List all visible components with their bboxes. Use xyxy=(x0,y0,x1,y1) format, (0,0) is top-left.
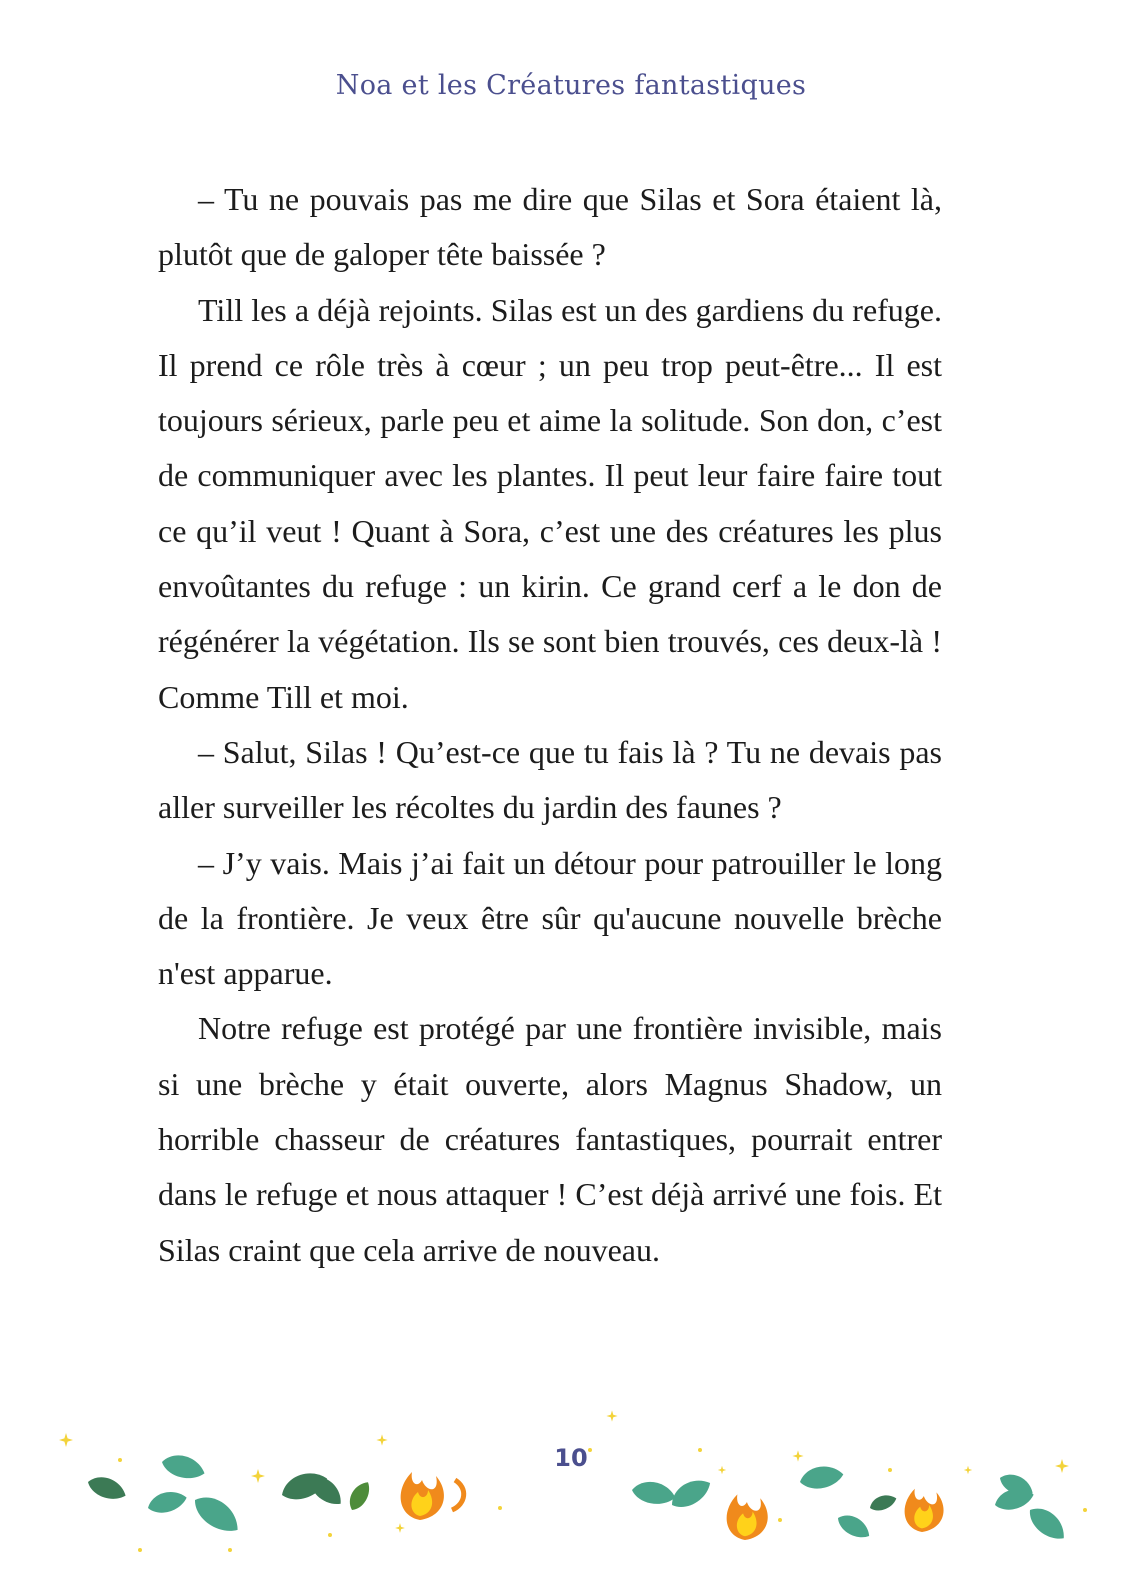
sparkle-dot xyxy=(778,1518,782,1522)
footer-decoration xyxy=(0,1400,1142,1575)
leaf-icon xyxy=(867,1492,898,1514)
sparkle-dot xyxy=(1083,1508,1087,1512)
leaf-icon xyxy=(345,1478,375,1514)
swirl-icon xyxy=(452,1480,464,1510)
leaf-icon xyxy=(159,1451,207,1483)
flame-icon xyxy=(727,1494,768,1540)
flame-icon xyxy=(401,1472,444,1520)
leaf-icon xyxy=(630,1479,677,1508)
leaf-icon xyxy=(85,1472,129,1504)
leaf-icon xyxy=(188,1489,245,1540)
sparkle-dot xyxy=(228,1548,232,1552)
sparkle-icon xyxy=(1055,1459,1069,1473)
sparkle-dot xyxy=(118,1458,122,1462)
leaf-icon xyxy=(798,1463,845,1492)
sparkle-icon xyxy=(376,1434,387,1445)
sparkle-dot xyxy=(328,1533,332,1537)
paragraph-1: – Tu ne pouvais pas me dire que Silas et Sora étaient là, plutôt que de galoper tête baissée ? xyxy=(158,181,942,273)
paragraph-2: Till les a déjà rejoints. Silas est un des gardiens du refuge. Il prend ce rôle très à cœur ; un peu trop peut-être... Il est toujours sérieux, parle peu et aime la solitude. Son don, c’est de communiquer avec les plantes. Il peut leur faire faire tout ce qu’il veut ! Quant à Sora, c’est une des créatures les plus envoûtantes du refuge : un kirin. Ce grand cerf a le don de régénérer la végétation. Ils se sont bien trouvés, ces deux-là ! Comme Till et moi. xyxy=(158,291,942,715)
sparkle-dot xyxy=(138,1548,142,1552)
leaf-icon xyxy=(1024,1501,1071,1546)
sparkle-icon xyxy=(792,1450,803,1461)
sparkle-dot xyxy=(698,1448,702,1452)
sparkle-icon xyxy=(606,1410,617,1421)
leaf-icon xyxy=(834,1510,874,1543)
body-text xyxy=(158,172,942,1278)
sparkle-icon xyxy=(718,1466,726,1474)
sparkle-icon xyxy=(251,1469,265,1483)
sparkle-icon xyxy=(59,1433,73,1447)
sparkle-icon xyxy=(395,1523,405,1533)
leaf-icon xyxy=(145,1488,189,1517)
sparkle-dot xyxy=(588,1448,592,1452)
paragraph-5: Notre refuge est protégé par une frontière invisible, mais si une brèche y était ouverte, alors Magnus Shadow, un horrible chasseur de créatures fantastiques, pourrait entrer dans le refuge et nous attaquer ! C’est déjà arrivé une fois. Et Silas craint que cela arrive de nouveau. xyxy=(158,1010,942,1268)
sparkle-icon xyxy=(964,1466,972,1474)
paragraph-4: – J’y vais. Mais j’ai fait un détour pour patrouiller le long de la frontière. Je veux être sûr qu'aucune nouvelle brèche n'est apparue. xyxy=(158,844,942,992)
sparkle-dot xyxy=(498,1506,502,1510)
running-header: Noa et les Créatures fantastiques xyxy=(335,70,807,101)
flame-icon xyxy=(905,1489,944,1532)
page-number: 10 xyxy=(554,1444,588,1472)
leaf-icon xyxy=(666,1473,715,1514)
paragraph-3: – Salut, Silas ! Qu’est-ce que tu fais là ? Tu ne devais pas aller surveiller les récoltes du jardin des faunes ? xyxy=(158,733,942,826)
sparkle-dot xyxy=(888,1468,892,1472)
